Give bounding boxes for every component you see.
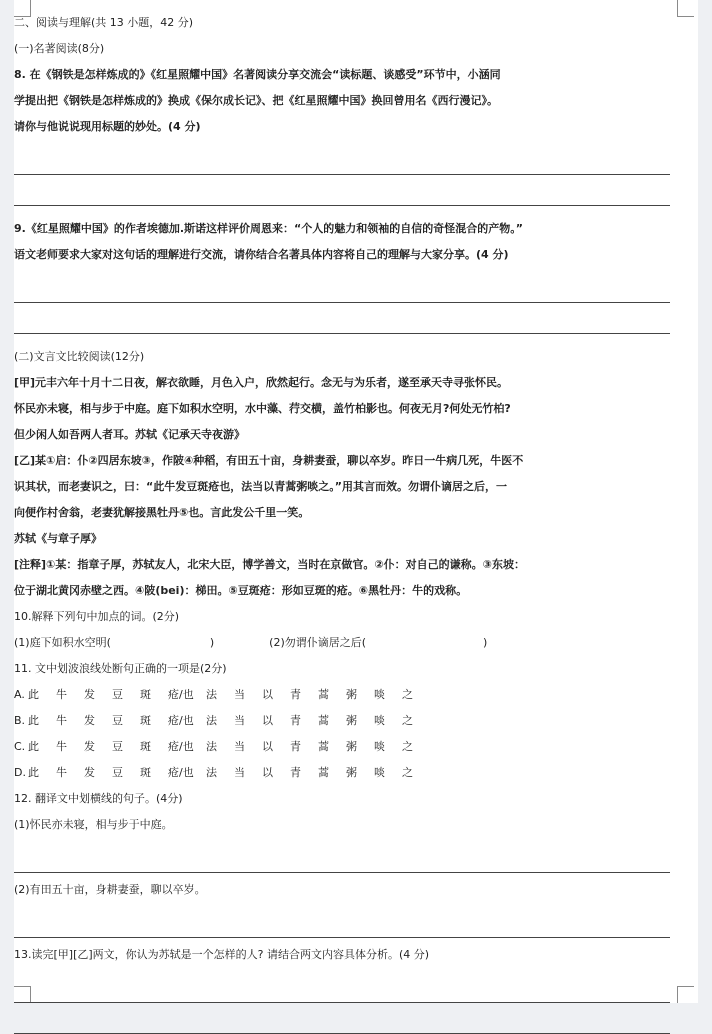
yi-source: 苏轼《与章子厚》 — [14, 532, 102, 545]
q11-option-char: 青 — [290, 740, 301, 753]
q9-line-1: 9.《红星照耀中国》的作者埃德加.斯诺这样评价周恩来：“个人的魅力和领袖的自信的奇怪混合的产物。” — [14, 222, 523, 235]
q11-option-char: 豆 — [112, 740, 123, 753]
q11-option-b[interactable] — [14, 708, 670, 734]
q11-option-char: 疮/也 — [168, 740, 194, 753]
q11-option-char: 斑 — [140, 714, 151, 727]
q11-option-char: 发 — [84, 766, 95, 779]
q11-option-char: 发 — [84, 714, 95, 727]
q8-answer-line-2[interactable] — [14, 175, 670, 206]
q11-option-char: 以 — [262, 766, 273, 779]
q12-2: (2)有田五十亩，身耕妻蚕，聊以卒岁。 — [14, 883, 206, 896]
q11-option-char: 当 — [234, 714, 245, 727]
q11-option-char: 青 — [290, 688, 301, 701]
q11-option-char: 以 — [262, 688, 273, 701]
q9-answer-line-1[interactable] — [14, 268, 670, 303]
q11-option-char: 牛 — [56, 740, 67, 753]
q11-option-char: 此 — [28, 714, 39, 727]
q11-option-char: 粥 — [346, 714, 357, 727]
q11-option-char: 青 — [290, 714, 301, 727]
q11-option-label: A. — [14, 688, 25, 701]
q11-option-char: 之 — [402, 714, 413, 727]
q11-option-char: 此 — [28, 766, 39, 779]
q11-option-char: 法 — [206, 714, 217, 727]
q11-option-char: 以 — [262, 740, 273, 753]
q11-option-char: 豆 — [112, 766, 123, 779]
yi-line-3: 向便作村舍翁，老妻犹解接黑牡丹⑤也。言此发公千里一笑。 — [14, 506, 310, 519]
q11-option-char: 此 — [28, 740, 39, 753]
q11-option-char: 牛 — [56, 714, 67, 727]
q11-option-char: 豆 — [112, 714, 123, 727]
q11-option-char: 当 — [234, 740, 245, 753]
q11-option-char: 疮/也 — [168, 766, 194, 779]
q11-option-char: 蒿 — [318, 688, 329, 701]
q12-1: (1)怀民亦未寝，相与步于中庭。 — [14, 818, 173, 831]
notes-line-2: 位于湖北黄冈赤壁之西。④陂(bei)：梯田。⑤豆斑疮：形如豆斑的疮。⑥黑牡丹：牛的戏称。 — [14, 584, 468, 597]
q11-option-char: 斑 — [140, 740, 151, 753]
q11-option-c[interactable] — [14, 734, 670, 760]
q11-option-char: 豆 — [112, 688, 123, 701]
q11-option-char: 以 — [262, 714, 273, 727]
q10-close-2: ) — [483, 636, 488, 649]
q11-option-char: 法 — [206, 766, 217, 779]
section-title: 二、阅读与理解(共 13 小题，42 分) — [14, 16, 194, 29]
q12-2-answer-line[interactable] — [14, 903, 670, 938]
q10-close-1: ) — [209, 636, 215, 649]
yi-line-1: [乙]某①启：仆②四居东坡③，作陂④种稻，有田五十亩，身耕妻蚕，聊以卒岁。昨日一牛病几死，牛医不 — [14, 454, 524, 467]
exam-content — [14, 10, 670, 1034]
q11-option-char: 法 — [206, 740, 217, 753]
q10-item-1: (1)庭下如积水空明( — [14, 636, 111, 649]
q11-option-char: 粥 — [346, 740, 357, 753]
q11-option-char: 青 — [290, 766, 301, 779]
jia-line-1: [甲]元丰六年十月十二日夜，解衣欲睡，月色入户，欣然起行。念无与为乐者，遂至承天寺寻张怀民。 — [14, 376, 509, 389]
q9-answer-line-2[interactable] — [14, 303, 670, 334]
q8-answer-line-1[interactable] — [14, 140, 670, 175]
q11-option-char: 疮/也 — [168, 688, 194, 701]
q11-option-label: C. — [14, 740, 26, 753]
q11-option-char: 此 — [28, 688, 39, 701]
q10-items — [14, 630, 670, 656]
q11-option-char: 法 — [206, 688, 217, 701]
q11-title: 11. 文中划波浪线处断句正确的一项是(2分) — [14, 662, 227, 675]
q11-option-label: B. — [14, 714, 26, 727]
q11-option-char: 牛 — [56, 766, 67, 779]
q11-option-char: 当 — [234, 766, 245, 779]
part2-title: (二)文言文比较阅读(12分) — [14, 350, 145, 363]
q11-option-char: 发 — [84, 688, 95, 701]
q11-option-char: 之 — [402, 766, 413, 779]
notes-line-1: [注释]①某：指章子厚，苏轼友人，北宋大臣，博学善文，当时在京做官。②仆：对自己的谦称。③东坡： — [14, 558, 525, 571]
q13: 13.读完[甲][乙]两文，你认为苏轼是一个怎样的人? 请结合两文内容具体分析。(4 分) — [14, 948, 430, 961]
jia-line-2: 怀民亦未寝，相与步于中庭。庭下如积水空明，水中藻、荇交横，盖竹柏影也。何夜无月?何处无竹柏? — [14, 402, 511, 415]
q8-line-1: 8. 在《钢铁是怎样炼成的》《红星照耀中国》名著阅读分享交流会“读标题、谈感受”环节中，小涵同 — [14, 68, 501, 81]
q11-option-char: 之 — [402, 688, 413, 701]
q11-options — [14, 682, 670, 786]
q11-option-char: 啖 — [374, 714, 385, 727]
yi-line-2: 识其状，而老妻识之，曰：“此牛发豆斑疮也，法当以青蒿粥啖之。”用其言而效。勿谓仆谪居之后，一 — [14, 480, 507, 493]
q11-option-a[interactable] — [14, 682, 670, 708]
q13-answer-line-2[interactable] — [14, 1003, 670, 1034]
q11-option-char: 蒿 — [318, 714, 329, 727]
q11-option-label: D. — [14, 766, 26, 779]
q11-option-char: 啖 — [374, 688, 385, 701]
q11-option-char: 啖 — [374, 740, 385, 753]
q9-line-2: 语文老师要求大家对这句话的理解进行交流，请你结合名著具体内容将自己的理解与大家分享。(4 分) — [14, 248, 509, 261]
q11-option-char: 啖 — [374, 766, 385, 779]
q11-option-char: 粥 — [346, 766, 357, 779]
q11-option-char: 当 — [234, 688, 245, 701]
crop-mark-bottom-right — [677, 986, 694, 1003]
q13-answer-line-1[interactable] — [14, 968, 670, 1003]
crop-mark-top-right — [677, 0, 694, 17]
q11-option-char: 斑 — [140, 766, 151, 779]
q11-option-char: 疮/也 — [168, 714, 194, 727]
q11-option-char: 发 — [84, 740, 95, 753]
q10-item-2: (2)勿谓仆谪居之后( — [269, 636, 367, 649]
q11-option-char: 之 — [402, 740, 413, 753]
q11-option-char: 蒿 — [318, 766, 329, 779]
q12-title: 12. 翻译文中划横线的句子。(4分) — [14, 792, 183, 805]
q11-option-char: 牛 — [56, 688, 67, 701]
part1-title: (一)名著阅读(8分) — [14, 42, 105, 55]
q8-line-2: 学提出把《钢铁是怎样炼成的》换成《保尔成长记》、把《红星照耀中国》换回曾用名《西行漫记》。 — [14, 94, 498, 107]
q11-option-char: 粥 — [346, 688, 357, 701]
q8-line-3: 请你与他说说现用标题的妙处。(4 分) — [14, 120, 201, 133]
q11-option-char: 蒿 — [318, 740, 329, 753]
q12-1-answer-line[interactable] — [14, 838, 670, 873]
q11-option-d[interactable] — [14, 760, 670, 786]
q11-option-char: 斑 — [140, 688, 151, 701]
q10-title: 10.解释下列句中加点的词。(2分) — [14, 610, 180, 623]
jia-line-3: 但少闲人如吾两人者耳。苏轼《记承天寺夜游》 — [14, 428, 245, 441]
